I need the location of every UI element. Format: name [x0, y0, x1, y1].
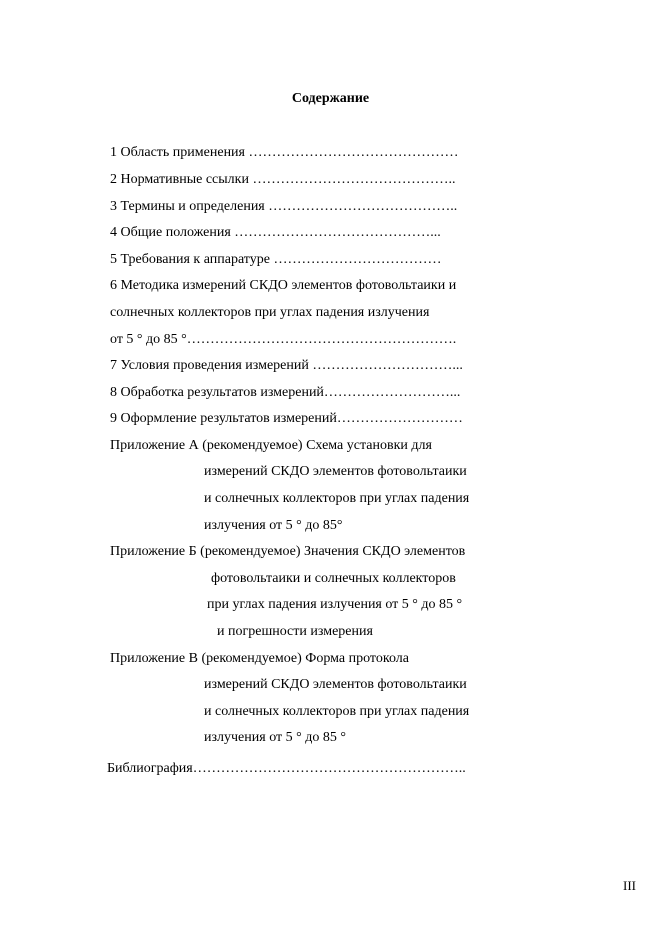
- toc-entry-1: 1 Область применения ………………………………………: [110, 145, 459, 160]
- toc-entry-5: 5 Требования к аппаратуре ………………………………: [110, 252, 442, 267]
- toc-entry-2: 2 Нормативные ссылки ……………………………………..: [110, 172, 456, 187]
- appendix-a-line-2: измерений СКДО элементов фотовольтаики: [204, 464, 467, 479]
- appendix-b-line-2: фотовольтаики и солнечных коллекторов: [211, 571, 456, 586]
- toc-entry-6-line-2: солнечных коллекторов при углах падения излучения: [110, 305, 430, 320]
- toc-entry-6-line-3: от 5 ° до 85 °………………………………………………….: [110, 332, 457, 347]
- toc-entry-9: 9 Оформление результатов измерений………………………: [110, 411, 463, 426]
- toc-entry-4: 4 Общие положения ……………………………………...: [110, 225, 441, 240]
- appendix-c-line-1: Приложение В (рекомендуемое) Форма протокола: [110, 651, 409, 666]
- bibliography-entry: Библиография…………………………………………………..: [107, 761, 466, 776]
- appendix-c-line-3: и солнечных коллекторов при углах падения: [204, 704, 470, 719]
- appendix-a-line-1: Приложение А (рекомендуемое) Схема установки для: [110, 438, 432, 453]
- page-title: Содержание: [291, 91, 370, 106]
- appendix-a-line-4: излучения от 5 ° до 85°: [204, 518, 343, 533]
- appendix-c-line-4: излучения от 5 ° до 85 °: [204, 730, 346, 745]
- toc-entry-7: 7 Условия проведения измерений …………………………...: [110, 358, 463, 373]
- appendix-a-line-3: и солнечных коллекторов при углах падения: [204, 491, 470, 506]
- toc-entry-8: 8 Обработка результатов измерений………………………...: [110, 385, 461, 400]
- appendix-b-line-3: при углах падения излучения от 5 ° до 85 °: [207, 597, 463, 612]
- toc-entry-6-line-1: 6 Методика измерений СКДО элементов фотовольтаики и: [110, 278, 457, 293]
- appendix-b-line-4: и погрешности измерения: [217, 624, 373, 639]
- toc-entry-3: 3 Термины и определения …………………………………..: [110, 199, 458, 214]
- page-number: III: [623, 878, 636, 893]
- appendix-b-line-1: Приложение Б (рекомендуемое) Значения СКДО элементов: [110, 544, 466, 559]
- appendix-c-line-2: измерений СКДО элементов фотовольтаики: [204, 677, 467, 692]
